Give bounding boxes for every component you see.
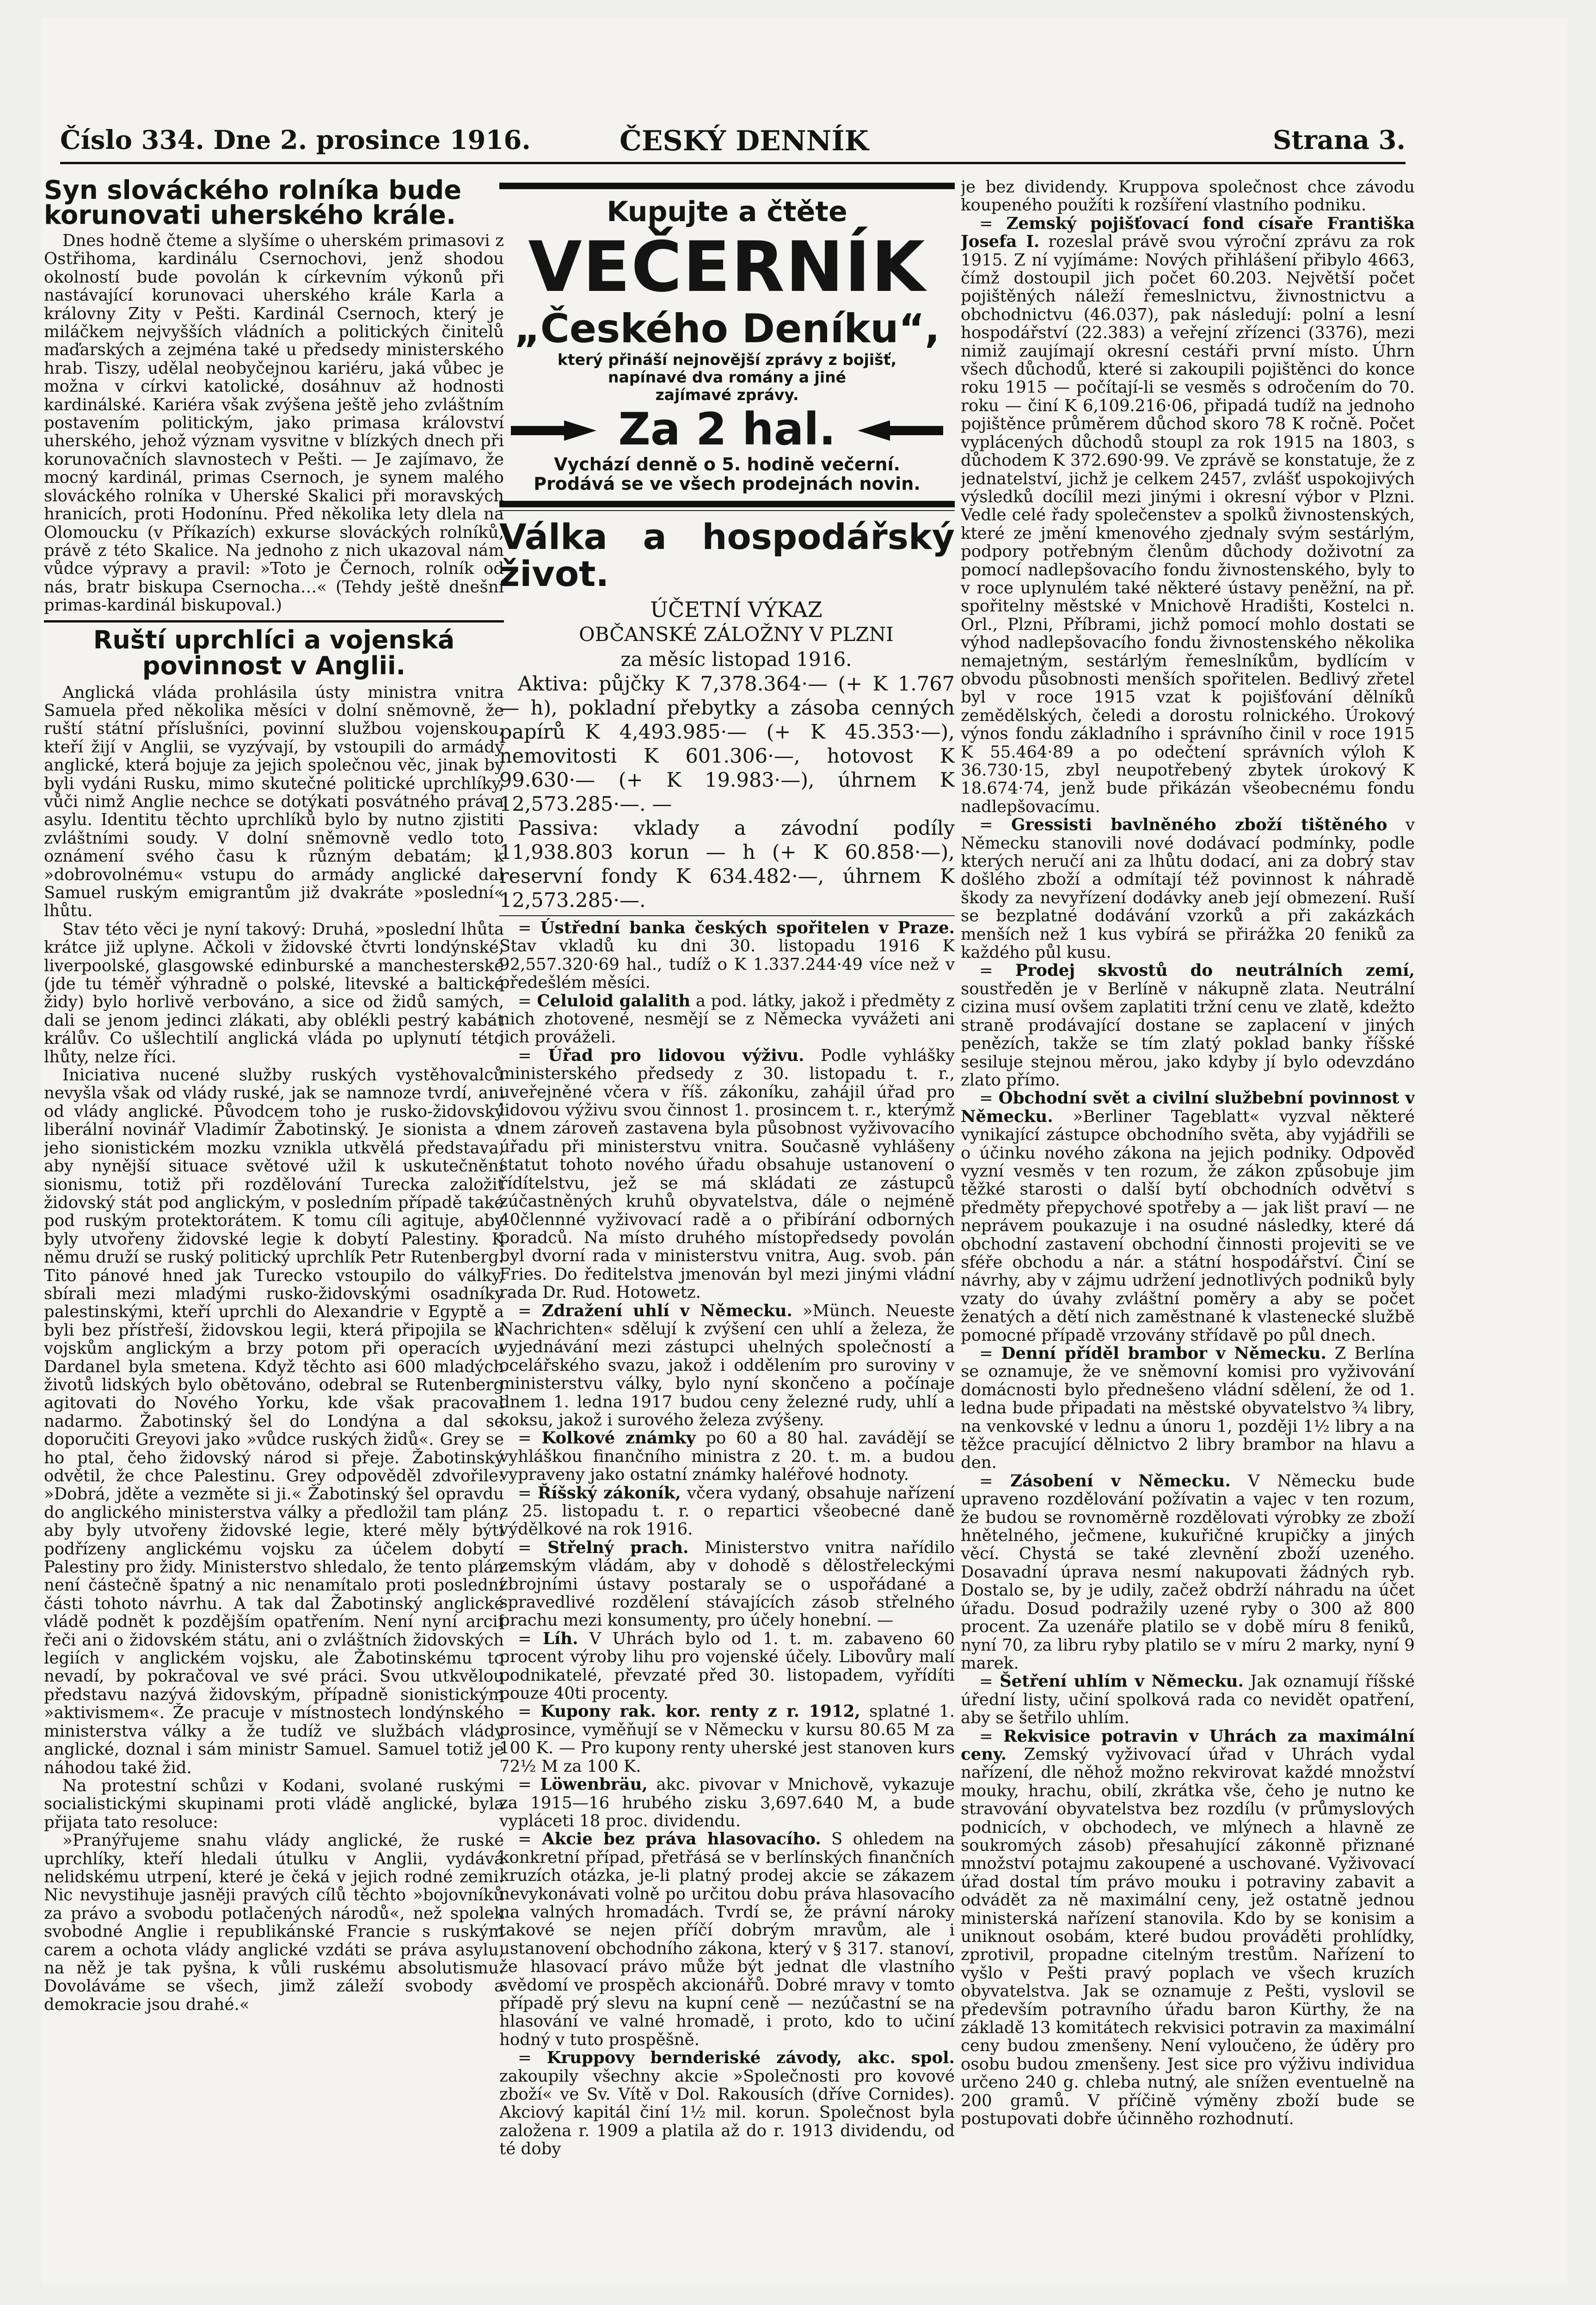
news-item-text: V Uhrách bylo od 1. t. m. zabaveno 60 procent výroby lihu pro vojenské účely. Libovůry malí podnikatelé, převzaté před 30. listopadem, vyřídíti pouze 40ti procenty. — [499, 1629, 955, 1703]
news-item-text: »Berliner Tageblatt« vyzval některé vynikající zástupce obchodního světa, aby vyjádřili se o účinku nového zákona na jejich podniky. Odpověď vyzní vesměs v ten rozum, že zákon způsobuje jim těžké starosti o další bytí obchodních odvětví s předměty přepychové spotřeby a — jak lišt praví — ne neprávem poukazuje i na osudné následky, které dá obchodní zastavení obchodní činnosti projeviti se ve sféře obchodu a nár. a státní hospodářství. Činí se návrhy, aby v zájmu udržení jednotlivých podniků byly vzaty do úvahy zvláštní poměry a aby se počet ženatých a dětí nich zaměstnané k vlastenecké službě pomocné případě vrzovány střídavě po půl dnech. — [961, 1107, 1415, 1345]
news-item-text: Podle vyhlášky ministerského předsedy z 30. listopadu t. r., uveřejněné včera v říš. zákoníku, zahájil úřad pro lidovou výživu svou činnost 1. prosincem t. r., kterýmž dnem zároveň zastavena byla působnost vyživovacího úřadu při ministerstvu vnitra. Současně vyhlášeny statut tohoto nového úřadu obsahuje ustanovení o řídítelstvu, jež se má skládati ze zástupců zúčastněných kruhů obyvatelstva, dále o nejméně 40člennné vyživovací radě a o přibírání odborných poradců. Na místo druhého místopředsedy povolán byl dvorní rada v ministerstvu vnitra, Aug. svob. pán Fries. Do ředitelstva jmenován byl mezi jinými vládní rada Dr. Rud. Hotowetz. — [499, 1046, 955, 1302]
news-item-heading: Líh. — [542, 1629, 578, 1648]
news-item-text: rozeslal právě svou výroční zprávu za rok 1915. Z ní vyjímáme: Nových přihlášení přibylo 4663, čímž dostoupil jich počet 60.203. Největší počet pojištěných náleží řemeslnictvu, živnostnictvu a obchodnictvu (46.037), pak následují: polní a lesní hospodářství (22.383) a veřejní zřízenci (3376), mezi nimiž zaujímají okresní cestáři první místo. Úhrn všech důchodů, které si zakoupili pojištěnci do konce roku 1915 — počítají-li se vesměs s odročením do 70. roku — činí K 6,109.216·06, připadá tudíž na jednoho pojištěnce průměrem důchod skoro 78 K ročně. Počet vyplácených důchodů stoupl za rok 1915 na 1803, s důchodem K 372.690·99. Ve zprávě se konstatuje, že z jednatelství, jichž je celkem 2457, zvlášť uspokojivých výsledků docílil mezi jinými i okresní výbor v Plzni. Vedle celé řady společenstev a spolků živnostenských, které ze jmění kmenového zjednaly svým sestárlým, podpory potřebným členům důchody doživotní za pomocí nadlepšovacího fondu živnostenského, byly to v roce uplynulém také některé ústavy peněžní, na př. spořitelny městské v Mnichově Hradišti, Kostelci n. Orl., Plzni, Příbrami, jichž pomocí mohlo dostati se výhod nadlepšovacího fondu živnostenského několika nemajetným, sestárlým řemeslníkům, bydlícím v obvodu působnosti menších spořitelen. Bedlivý zřetel byl v roce 1915 vzat k pojišťování dělníků zemědělských, čeledi a dorostu rolnického. Úrokový výnos fondu základního i správního činil v roce 1915 K 55.464·89 a po odečtení správních výloh K 36.730·15, zbyl neupotřebený zbytek úrokový K 18.674·74, jenž bude přikázán všeobecnému fondu nadlepšovacímu. — [961, 232, 1415, 816]
news-item-text: zakoupily všechny akcie »Společnosti pro kovové zboží« ve Sv. Vítě v Dol. Rakousích (dříve Cornides). Akciový kapitál činí 1½ mil. korun. Společnost byla založena r. 1909 a platila až do r. 1913 dividendu, od té doby — [499, 2066, 955, 2159]
news-item-text: včera vydaný, obsahuje nařízení z 25. listopadu t. r. o repartici všeobecné daně výdělkové na rok 1916. — [499, 1483, 955, 1539]
column-rule — [44, 620, 504, 622]
news-item: = Úřad pro lidovou výživu. Podle vyhlášky ministerského předsedy z 30. listopadu t. r., uveřejněné včera v říš. zákoníku, zahájil úřad pro lidovou výživu svou činnost 1. prosincem t. r., kterýmž dnem zároveň zastavena byla působnost vyživovacího úřadu při ministerstvu vnitra. Současně vyhlášeny statut tohoto nového úřadu obsahuje ustanovení o řídítelstvu, jež se má skládati ze zástupců zúčastněných kruhů obyvatelstva, dále o nejméně 40člennné vyživovací radě a o přibírání odborných poradců. Na místo druhého místopředsedy povolán byl dvorní rada v ministerstvu vnitra, Aug. svob. pán Fries. Do ředitelstva jmenován byl mezi jinými vládní rada Dr. Rud. Hotowetz. — [499, 1046, 955, 1302]
ad-vecernik-title: VEČERNÍK — [528, 227, 926, 308]
news-item-heading: Úřad pro lidovou výživu. — [548, 1046, 804, 1065]
ad-line-prodava: Prodává se ve všech prodejnách novin. — [534, 474, 921, 494]
news-item: = Ústřední banka českých spořitelen v Praze. Stav vkladů ku dni 30. listopadu 1916 K 92,557.320·69 hal., tudíž o K 1.337.244·49 více než v předešlém měsíci. — [499, 918, 955, 992]
ad-price-text: Za 2 hal. — [618, 403, 836, 455]
news-item-text: Z Berlína se oznamuje, že ve sněmovní komisi pro vyživování domácnosti bylo přednešeno vládní sdělení, že od 1. ledna bude připadati na městské obyvatelstvo ¾ libry, na venkovské v lednu a únoru 1, později 1½ libry a na těžce pracující dělnictvo 2 libry brambor na hlavu a den. — [961, 1344, 1415, 1473]
news-item-text: S ohledem na konkretní případ, přetřásá se v berlínských finančních kruzích otázka, je-li platný prodej akcie se zákazem nevykonávati volně po určitou dobu práva hlasovacího na valných hromadách. Tvrdí se, že právní nároky takové se nejen příčí dobrým mravům, ale i ustanovení obchodního zákona, který v § 317. stanoví, že hlasovací právo může být jednat dle vlastního svědomí ve prospěch akcionářů. Dobré mravy v tomto případě prý slevu na kupní ceně — nezúčastní se na hlasování ve valné hromadě, i proto, kdo to učiní hodný v tuto prospěšně. — [499, 1830, 955, 2049]
account-subtitle: OBČANSKÉ ZÁLOŽNY V PLZNI — [579, 623, 894, 646]
news-item-text: Stav vkladů ku dni 30. listopadu 1916 K 92,557.320·69 hal., tudíž o K 1.337.244·49 více než v předešlém měsíci. — [499, 937, 955, 992]
news-item: = Löwenbräu, akc. pivovar v Mnichově, vykazuje za 1915—16 hrubého zisku 3,697.640 M, a bude vypláceti 18 proc. dividendu. — [499, 1775, 955, 1830]
news-item-text: Zemský vyživovací úřad v Uhrách vydal nařízení, dle něhož možno rekvirovat každé množství mouky, hrachu, obilí, zkrátka vše, čeho je nutno ke stravování obyvatelstva bez rozdílu (v průmyslových podnicích, v obchodech, ve mlýnech a hlavně ze soukromých zásob) přesahující zákonně přiznané množství potajmu zakoupené a uschované. Vyživovací úřad dostal tím právo mouku i potraviny zabavit a odvádět za ně maximální ceny, jež ostatně jednou ministerská nařízení stanovila. Kdo by se konisim a uniknout osobám, které budou prováděti prohlídky, zprotivil, propadne citelným trestům. Nařízení to vyšlo v Pešti pravý poplach ve všech kruzích obyvatelstva. Jak se oznamuje z Pešti, vyslovil se především potravního úřadu baron Kürthy, že na základě 13 komitátech rekvisici potravin za maximální ceny budou zmenšeny. Není vyloučeno, že úděry pro osobu budou zmenšeny. Jest sice pro výživu individua určeno 240 g. chleba nutný, ale snížen eventuelně na 200 gramů. V příčině výměny zboží bude se postupovati dobře účinněho rozhodnutí. — [961, 1744, 1415, 2129]
news-item: = Říšský zákoník, včera vydaný, obsahuje nařízení z 25. listopadu t. r. o repartici všeobecné daně výdělkové na rok 1916. — [499, 1483, 955, 1539]
news-item: = Zemský pojišťovací fond císaře Františka Josefa I. rozeslal právě svou výroční zprávu za rok 1915. Z ní vyjímáme: Nových přihlášení přibylo 4663, čímž dostoupil jich počet 60.203. Největší počet pojištěných náleží řemeslnictvu, živnostnictvu a obchodnictvu (46.037), pak následují: polní a lesní hospodářství (22.383) a veřejní zřízenci (3376), mezi nimiž zaujímají okresní cestáři první místo. Úhrn všech důchodů, které si zakoupili pojištěnci do konce roku 1915 — počítají-li se vesměs s odročením do 70. roku — činí K 6,109.216·06, připadá tudíž na jednoho pojištěnce průměrem důchod skoro 78 K ročně. Počet vyplácených důchodů stoupl za rok 1915 na 1803, s důchodem K 372.690·99. Ve zprávě se konstatuje, že z jednatelství, jichž je celkem 2457, zvlášť uspokojivých výsledků docílil mezi jinými i okresní výbor v Plzni. Vedle celé řady společenstev a spolků živnostenských, které ze jmění kmenového zjednaly svým sestárlým, podpory potřebným členům důchody doživotní za pomocí nadlepšovacího fondu živnostenského, byly to v roce uplynulém také některé ústavy peněžní, na př. spořitelny městské v Mnichově Hradišti, Kostelci n. Orl., Plzni, Příbrami, jichž pomocí mohlo dostati se výhod nadlepšovacího fondu živnostenského několika nemajetným, sestárlým řemeslníkům, bydlícím v obvodu působnosti menších spořitelen. Bedlivý zřetel byl v roce 1915 vzat k pojišťování dělníků zemědělských, čeledi a dorostu rolnického. Úrokový výnos fondu základního i správního činil v roce 1915 K 55.464·89 a po odečtení správních výloh K 36.730·15, zbyl neupotřebený zbytek úrokový K 18.674·74, jenž bude přikázán všeobecnému fondu nadlepšovacímu. — [961, 214, 1415, 816]
news-item-text: akc. pivovar v Mnichově, vykazuje za 1915—16 hrubého zisku 3,697.640 M, a bude vypláceti 18 proc. dividendu. — [499, 1775, 955, 1830]
ad-line-vychazi: Vychází denně o 5. hodině večerní. — [554, 454, 900, 475]
headline-primas: Syn slováckého rolníka bude korunovati uherského krále. — [44, 178, 462, 230]
paragraph: Stav této věci je nyní takový: Druhá, »poslední lhůta krátce již uplyne. Ačkoli v židovské čtvrti londýnské, liverpoolské, glasgowské edinburské a manchesterské (jde tu téměř výhradně o polské, litevské a baltické židy) bylo horlivě verbováno, a sice od židů samých, dali se jenom jedinci zlákati, aby oblékli pestrý kabát králův. Co ušlechtilí anglická vláda po uplynutí této lhůty, nelze říci. — [44, 919, 504, 1066]
ad-price — [504, 404, 950, 455]
news-item-text: Ministerstvo vnitra nařídilo zemským vládám, aby v dohodě s dělostřeleckými zbrojními ústavy postaraly se o uspořádané a spravedlivé rozdělení stávajících zásob střelného prachu mezi konsumenty, pro účely honební. — — [499, 1538, 955, 1630]
headline-uprchlici: Ruští uprchlíci a vojenská povinnost v Anglii. — [93, 625, 455, 680]
news-item-heading: Šetření uhlím v Německu. — [1000, 1672, 1244, 1691]
ad-line-kupujte: Kupujte a čtěte — [607, 196, 847, 228]
paragraph: Na protestní schůzi v Kodani, svolané ruskými socialistickými skupinami proti vládě anglické, byla přijata tato resoluce: — [44, 1776, 504, 1832]
news-item-text: soustředěn je v Berlíně v nákupně zlata. Neutrální cizina musí ovšem zaplatiti tržní cenu ve zlatě, kdežto straně prodávající dostane se zaplacení v jiných penězích, takže se tím zlatý poklad banky říšské sesiluje stejnou měrou, jako kdyby jí bylo odevzdáno zlato přímo. — [961, 979, 1415, 1090]
ad-line-romany: napínavé dva romány a jiné — [608, 368, 847, 386]
news-item: = Kruppovy bernderiské závody, akc. spol. zakoupily všechny akcie »Společnosti pro kovové zboží« ve Sv. Vítě v Dol. Rakousích (dříve Cornides). Akciový kapitál činí 1½ mil. korun. Společnost byla založena r. 1909 a platila až do r. 1913 dividendu, od té doby — [499, 2048, 955, 2159]
ad-line-zpravy: který přináší nejnovější zprávy z bojišť, — [557, 351, 897, 369]
page-header — [60, 125, 1406, 166]
news-list-col3 — [961, 178, 1415, 2128]
header-rule — [60, 162, 1406, 164]
news-item-heading: Prodej skvostů do neutrálních zemí, — [1015, 961, 1415, 980]
vecernik-advertisement — [499, 183, 955, 507]
news-item: = Rekvisice potravin v Uhrách za maximální ceny. Zemský vyživovací úřad v Uhrách vydal nařízení, dle něhož možno rekvirovat každé množství mouky, hrachu, obilí, zkrátka vše, čeho je nutno ke stravování obyvatelstva bez rozdílu (v průmyslových podnicích, v obchodech, ve mlýnech a hlavně ze soukromých zásob) přesahující zákonně přiznané množství potajmu zakoupené a uschované. Vyživovací úřad dostal tím právo mouku i potraviny zabavit a odvádět za ně maximální ceny, jež ostatně jednou ministerská nařízení stanovila. Kdo by se konisim a uniknout osobám, které budou prováděti prohlídky, zprotivil, propadne citelným trestům. Nařízení to vyšlo v Pešti pravý poplach ve všech kruzích obyvatelstva. Jak se oznamuje z Pešti, vyslovil se především potravního úřadu baron Kürthy, že na základě 13 komitátech rekvisici potravin za maximální ceny budou zmenšeny. Není vyloučeno, že úděry pro osobu budou zmenšeny. Jest sice pro výživu individua určeno 240 g. chleba nutný, ale snížen eventuelně na 200 gramů. V příčině výměny zboží bude se postupovati dobře účinněho rozhodnutí. — [961, 1726, 1415, 2129]
pointing-hand-right-icon — [509, 412, 601, 449]
news-item: = Zásobení v Německu. V Německu bude upraveno rozdělování požívatin a vajec v ten rozum, že budou se rovnoměrně rozdělovati výrobky ze zboží hnětelného, ječmene, kukuřičné krupičky a jiných věcí. Chystá se také zlevnění zboží uzeného. Dosavadní úprava nesmí nakupovati žádných ryb. Dostalo se, by je udily, začež obdrží náhradu na účet úřadu. Dosud podražily uzené ryby o 300 až 800 procent. Za uzenáře platilo se v době míru 8 feniků, nyní 70, za libru ryby platilo se v míru 2 marky, nyní 9 marek. — [961, 1471, 1415, 1673]
paragraph: Dnes hodně čteme a slyšíme o uherském primasovi z Ostřihoma, kardinálu Csernochovi, jenž shodou okolností bude povolán k církevním výkonů při nastávající korunovaci uherského krále Karla a královny Zity v Pešti. Kardinál Csernoch, který je miláčkem nejvyšších vládních a politických činitelů maďarských a zejména také u předsedy ministerského hrab. Tiszy, udělal neobyčejnou kariéru, jaká vůbec je možna v církvi katolické, dosáhnuv až hodnosti kardinálské. Kariéra však zvýšena ještě jeho zvláštním postavením politickým, jako primasa království uherského, jehož význam vysvitne v blízkých dnech při korunovačních slavnostech v Pešti. — Je zajímavo, že mocný kardinál, primas Csernoch, je synem malého slováckého rolníka v Uherské Skalici při moravských hranicích, proti Hodonínu. Před několika lety dlela na Olomoucku (v Příkazích) exkurse slováckých rolníků, právě z této Skalice. Na jednoho z nich ukazoval nám vůdce výpravy a pravil: »Toto je Černoch, rolník od nás, bratr biskupa Csernocha…« (Tehdy ještě dnešní primas-kardinál biskupoval.) — [44, 231, 504, 615]
account-aktiva: Aktiva: půjčky K 7,378.364·— (+ K 1.767 — h), pokladní přebytky a zásoba cenných papírů K 4,493.985·— (+ K 45.353·—), nemovitosti K 601.306·—, hotovost K 99.630·— (+ K 19.983·—), úhrnem K 12,573.285·—. — — [499, 672, 955, 816]
article-primas — [44, 232, 504, 615]
news-item-heading: Rekvisice potravin v Uhrách za maximální ceny. — [961, 1726, 1415, 1764]
news-item: = Prodej skvostů do neutrálních zemí, soustředěn je v Berlíně v nákupně zlata. Neutrální cizina musí ovšem zaplatiti tržní cenu ve zlatě, kdežto straně prodávající dostane se zaplacení v jiných penězích, takže se tím zlatý poklad banky říšské sesiluje stejnou měrou, jako kdyby jí bylo odevzdáno zlato přímo. — [961, 961, 1415, 1090]
ad-ceskeho-deniku: „Českého Deníku“, — [514, 306, 940, 352]
account-period: za měsíc listopad 1916. — [620, 648, 852, 671]
account-passiva: Passiva: vklady a závodní podíly 11,938.803 korun — h (+ K 60.858·—), reservní fondy K 634.482·—, úhrnem K 12,573.285·—. — [499, 817, 955, 912]
news-item-heading: Akcie bez práva hlasovacího. — [542, 1830, 821, 1849]
column-2 — [499, 178, 955, 2222]
news-item: = Kolkové známky po 60 a 80 hal. zavádějí se vyhláškou finančního ministra z 20. t. m. a budou vypraveny jako ostatní známky haléřové hodnoty. — [499, 1429, 955, 1485]
news-item — [961, 178, 1415, 215]
article-uprchlici — [44, 684, 504, 2014]
news-item-text: »Münch. Neueste Nachrichten« sdělují k zvýšení cen uhlí a železa, že vyjednávání mezi zástupci uhelných společností a ocelářského svazu, jakož i oddělením pro suroviny v ministerstvu války, bylo nyní skončeno a počínaje dnem 1. ledna 1917 budou ceny železné rudy, uhlí a koksu, jakož i surového železa zvýšeny. — [499, 1301, 955, 1430]
news-item-heading: Zdražení uhlí v Německu. — [541, 1301, 792, 1320]
issue-date: Číslo 334. Dne 2. prosince 1916. — [60, 125, 531, 155]
column-1 — [44, 178, 504, 2222]
column-rule — [499, 915, 955, 916]
news-item-heading: Kruppovy bernderiské závody, akc. spol. — [546, 2048, 955, 2068]
section-head-valka: Válka a hospodářský život. — [499, 516, 955, 594]
news-item-heading: Říšský zákoník, — [537, 1483, 681, 1503]
news-item: = Líh. V Uhrách bylo od 1. t. m. zabaveno 60 procent výroby lihu pro vojenské účely. Libovůry malí podnikatelé, převzaté před 30. listopadem, vyřídíti pouze 40ti procenty. — [499, 1629, 955, 1703]
column-rule — [499, 510, 955, 511]
news-item: = Kupony rak. kor. renty z r. 1912, splatné 1. prosince, vyměňují se v Německu v kursu 80.65 M za 100 K. — Pro kupony renty uherské jest stanoven kurs 72½ M za 100 K. — [499, 1702, 955, 1776]
news-item: = Střelný prach. Ministerstvo vnitra nařídilo zemským vládám, aby v dohodě s dělostřeleckými zbrojními ústavy postaraly se o uspořádané a spravedlivé rozdělení stávajících zásob střelného prachu mezi konsumenty, pro účely honební. — — [499, 1538, 955, 1630]
news-item-text: splatné 1. prosince, vyměňují se v Německu v kursu 80.65 M za 100 K. — Pro kupony renty uherské jest stanoven kurs 72½ M za 100 K. — [499, 1702, 955, 1776]
news-item-heading: Ústřední banka českých spořitelen v Praze. — [540, 918, 955, 937]
paragraph: Anglická vláda prohlásila ústy ministra vnitra Samuela před několika měsíci v dolní sněmovně, že ruští státní příslušníci, povinní službou vojenskou, kteří žijí v Anglii, se vyzývají, by vstoupili do armády anglické, která bojuje za jejich společnou věc, jinak by byli vydáni Rusku, mimo skutečné politické uprchlíky, vůči nimž Anglie nechce se dotýkati posvátného práva asylu. Identitu těchto uprchlíků bylo by nutno zjistiti zvláštními soudy. V dolní sněmovně vedlo toto oznámení svého času k různým debatám; k »dobrovolnému« vstupu do armády anglické dal Samuel ruským emigrantům již dvakráte »poslední« lhůtu. — [44, 683, 504, 921]
page-number: Strana 3. — [1272, 125, 1406, 155]
news-item-heading: Kupony rak. kor. renty z r. 1912, — [540, 1702, 860, 1721]
news-item-heading: Kolkové známky — [541, 1429, 696, 1448]
news-item-heading: Zásobení v Německu. — [1010, 1471, 1231, 1491]
news-item-heading: Obchodní svět a civilní službební povinnost v Německu. — [961, 1089, 1415, 1126]
news-item: = Denní příděl brambor v Německu. Z Berlína se oznamuje, že ve sněmovní komisi pro vyživování domácnosti bylo přednešeno vládní sdělení, že od 1. ledna bude připadati na městské obyvatelstvo ¾ libry, na venkovské v lednu a únoru 1, později 1½ libry a na těžce pracující dělnictvo 2 libry brambor na hlavu a den. — [961, 1344, 1415, 1473]
news-item-heading: Gressisti bavlněného zboží tištěného — [1011, 815, 1387, 835]
news-item: = Akcie bez práva hlasovacího. S ohledem na konkretní případ, přetřásá se v berlínských finančních kruzích otázka, je-li platný prodej akcie se zákazem nevykonávati volně po určitou dobu práva hlasovacího na valných hromadách. Tvrdí se, že právní nároky takové se nejen příčí dobrým mravům, ale i ustanovení obchodního zákona, který v § 317. stanoví, že hlasovací právo může být jednat dle vlastního svědomí ve prospěch akcionářů. Dobré mravy v tomto případě prý slevu na kupní ceně — nezúčastní se na hlasování ve valné hromadě, i proto, kdo to učiní hodný v tuto prospěšně. — [499, 1830, 955, 2049]
news-item-heading: Löwenbräu, — [540, 1775, 648, 1794]
news-item-heading: Zemský pojišťovací fond císaře Františka Josefa I. — [961, 214, 1415, 252]
news-item: = Zdražení uhlí v Německu. »Münch. Neueste Nachrichten« sdělují k zvýšení cen uhlí a železa, že vyjednávání mezi zástupci uhelných společností a ocelářského svazu, jakož i oddělením pro suroviny v ministerstvu války, bylo nyní skončeno a počínaje dnem 1. ledna 1917 budou ceny železné rudy, uhlí a koksu, jakož i surového železa zvýšeny. — [499, 1301, 955, 1430]
news-item-heading: Denní příděl brambor v Německu. — [1001, 1344, 1326, 1363]
news-item-text: a pod. látky, jakož i předměty z nich zhotovené, nesmějí se z Německa vyvážeti ani jich prováželi. — [499, 991, 955, 1047]
pointing-hand-left-icon — [853, 412, 945, 449]
news-item-heading: Celuloid galalith — [537, 991, 691, 1011]
news-item-text: V Německu bude upraveno rozdělování požívatin a vajec v ten rozum, že budou se rovnoměrně rozdělovati výrobky ze zboží hnětelného, ječmene, kukuřičné krupičky a jiných věcí. Chystá se také zlevnění zboží uzeného. Dosavadní úprava nesmí nakupovati žádných ryb. Dostalo se, by je udily, začež obdrží náhradu na účet úřadu. Dosud podražily uzené ryby o 300 až 800 procent. Za uzenáře platilo se v době míru 8 feniků, nyní 70, za libru ryby platilo se v míru 2 marky, nyní 9 marek. — [961, 1471, 1415, 1673]
ad-line-zajimave: zajímavé zprávy. — [655, 386, 799, 404]
column-3 — [961, 178, 1415, 2222]
news-item-text: v Německu stanovili nové dodávací podmínky, podle kterých neručí ani za lhůtu dodací, ani za dobrý stav došlého zboží a odmítají též povinnost k náhradě škody za nevyřízení dodávky aneb její obmezení. Ruší se bezplatné dodávání vzorků a při zakázkách menších než 1 kus vybírá se přirážka 20 feniků za každého půl kusu. — [961, 815, 1415, 962]
news-item: = Obchodní svět a civilní službební povinnost v Německu. »Berliner Tageblatt« vyzval některé vynikající zástupce obchodního světa, aby vyjádřili se o účinku nového zákona na jejich podniky. Odpověď vyzní vesměs v ten rozum, že zákon způsobuje jim těžké starosti o další bytí obchodních odvětví s předměty přepychové spotřeby a — jak lišt praví — ne neprávem poukazuje i na osudné následky, které dá obchodní zastavení obchodní činnosti projeviti se ve sféře obchodu a nár. a státní hospodářství. Činí se návrhy, aby v zájmu udržení jednotlivých podniků byly vzaty do úvahy zvláštní poměry a aby se počet ženatých a dětí nich zaměstnané k vlastenecké službě pomocné případě vrzovány střídavě po půl dnech. — [961, 1089, 1415, 1345]
news-item: = Gressisti bavlněného zboží tištěného v Německu stanovili nové dodávací podmínky, podle kterých neručí ani za lhůtu dodací, ani za dobrý stav došlého zboží a odmítají též povinnost k náhradě škody za nevyřízení dodávky aneb její obmezení. Ruší se bezplatné dodávání vzorků a při zakázkách menších než 1 kus vybírá se přirážka 20 feniků za každého půl kusu. — [961, 815, 1415, 962]
news-item-heading: Střelný prach. — [547, 1538, 689, 1557]
news-item: = Celuloid galalith a pod. látky, jakož i předměty z nich zhotovené, nesmějí se z Německa vyvážeti ani jich prováželi. — [499, 991, 955, 1047]
account-title: ÚČETNÍ VÝKAZ — [650, 597, 823, 622]
paragraph: Iniciativa nucené služby ruských vystěhovalců nevyšla však od vlády ruské, jak se namnoze tvrdí, ani od vlády anglické. Původcem toho je rusko-židovský liberální novinář Vladimír Žabotinský. Je sionista a v jeho sionistickém mozku vznikla utkvělá představa, aby nynější situace světové užil k uskutečnění sionismu, totiž při rozdělování Turecka založit židovský stát pod anglickým, v posledním případě také pod ruským protektorátem. K tomu cíli agituje, aby byly utvořeny židovské legie k dobytí Palestiny. K němu druží se ruský politický uprchlík Petr Rutenberg. Tito pánové hned jak Turecko vstoupilo do války, sbírali mezi mladými rusko-židovskými osadníky palestinskými, kteří uprchli do Alexandrie v Egyptě a byli bez přístřeší, židovskou legii, která připojila se k vojskům anglickým a brzy potom při operacích u Dardanel byla smetena. Když těchto asi 600 mladých životů lidských bylo obětováno, odebral se Rutenberg agitovati do Nového Yorku, kde však pracoval nadarmo. Žabotinský šel do Londýna a dal se doporučiti Greyovi jako »vůdce ruských židů«. Grey se ho ptal, čeho židovský národ si přeje. Žabotinský odvětil, že chce Palestinu. Grey odpověděl zdvořile: »Dobrá, jděte a vezměte si ji.« Žabotinský šel opravdu do anglického ministerstva války a předložil tam plán, aby byly utvořeny židovské legie, které měly býti podřízeny anglickému vojsku za účelem dobytí Palestiny pro židy. Ministerstvo shledalo, že tento plán není částečně špatný a nic nenamítalo proti poslední části tohoto návrhu. A tak dal Žabotinský anglické vládě podnět k pozdějším opatřením. Není nyní arcif řeči ani o židovském státu, ani o zvláštních židovských legiích v anglickém vojsku, ale Žabotinskému to nevadí, by pokračoval ve své práci. Svou utkvělou představu nazývá židovským, případně sionistickým »aktivismem«. Že pracuje v místnostech londýnského ministerstva války a že tudíž ve službách vlády anglické, doznal i sám ministr Samuel. Samuel totiž je náhodou také žid. — [44, 1066, 504, 1777]
news-item-text: Jak oznamují říšské úřední listy, učiní spolková rada co nevidět opatření, aby se šetřilo uhlím. — [961, 1672, 1415, 1728]
news-item-text: je bez dividendy. Kruppova společnost chce závodu koupeného použíti k rozšíření vlastního podniku. — [961, 178, 1415, 215]
news-list-col2 — [499, 919, 955, 2158]
masthead-title: ČESKÝ DENNÍK — [620, 125, 869, 157]
news-item: = Šetření uhlím v Německu. Jak oznamují říšské úřední listy, učiní spolková rada co nevidět opatření, aby se šetřilo uhlím. — [961, 1672, 1415, 1728]
news-item-text: po 60 a 80 hal. zavádějí se vyhláškou finančního ministra z 20. t. m. a budou vypraveny jako ostatní známky haléřové hodnoty. — [499, 1429, 955, 1485]
paragraph: »Pranýřujeme snahu vlády anglické, že ruské uprchlíky, kteří hledali útulku v Anglii, vydává nelidskému utrpení, které je čeká v jejich rodné zemi. Nic nevystihuje jasněji pravých cílů těchto »bojovníků za právo a svobodu potlačených národů«, než spolek svobodné Anglie i republikánské Francie s ruským carem a ochota vlády anglické vzdáti se práva asylu, na něž je tak pyšna, k vůli ruskému absolutismu. Dovoláváme se všech, jimž záleží svobody a demokracie jsou drahé.« — [44, 1831, 504, 2014]
